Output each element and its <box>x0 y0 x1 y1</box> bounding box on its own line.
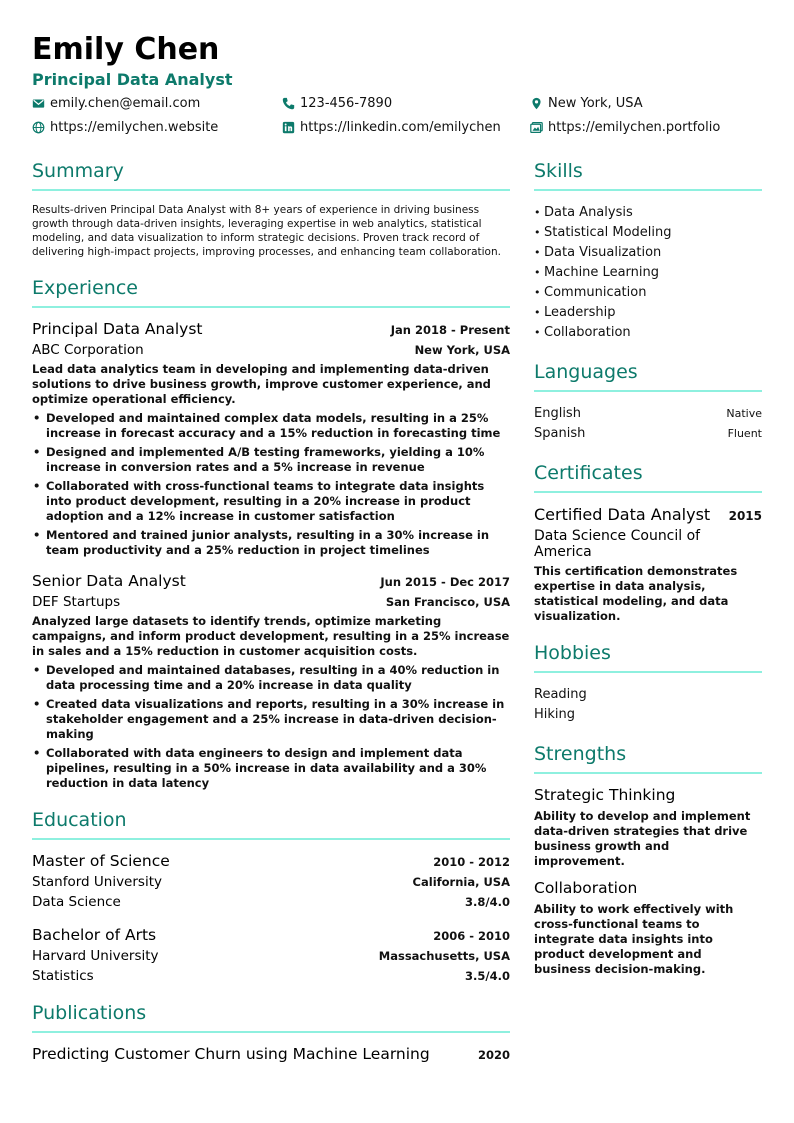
list-item: • Developed and maintained complex data models, resulting in a 25% increase in forecast accuracy and a 15% reduction in forecasting time <box>32 411 510 441</box>
contact-linkedin[interactable] <box>282 120 501 135</box>
language-name: Spanish <box>534 426 586 441</box>
skills-section <box>534 160 762 343</box>
list-item: • Created data visualizations and reports, resulting in a 30% increase in stakeholder engagement and a 25% increase in data-driven decision-making <box>32 697 510 742</box>
list-item: • Mentored and trained junior analysts, resulting in a 30% increase in team productivity and a 25% reduction in project timelines <box>32 528 510 558</box>
certificate-description: This certification demonstrates expertise in data analysis, statistical modeling, and data visualization. <box>534 564 738 623</box>
certificate-entry <box>534 505 762 524</box>
job-description: Analyzed large datasets to identify trends, optimize marketing campaigns, and inform product development, resulting in a 25% increase in sales and a 15% reduction in customer acquisition costs. <box>32 614 510 658</box>
gpa: 3.5/4.0 <box>465 969 510 983</box>
portfolio-text: https://emilychen.portfolio <box>548 120 721 135</box>
job-entry <box>32 320 510 558</box>
skill-item: • Collaboration <box>534 323 762 343</box>
job-location: New York, USA <box>414 343 510 357</box>
certificate-name: Certified Data Analyst <box>534 505 711 524</box>
globe-icon <box>32 121 45 134</box>
certificate-year: 2015 <box>728 509 762 523</box>
list-item: • Developed and maintained databases, resulting in a 40% reduction in data processing time and a 20% increase in data quality <box>32 663 510 693</box>
gpa: 3.8/4.0 <box>465 895 510 909</box>
summary-text: Results-driven Principal Data Analyst with 8+ years of experience in driving business growth through data-driven insights, leveraging expertise in web analytics, statistical modeling, and data visualization to inform strategic decisions. Proven track record of delivering high-impact projects, improving processes, and enhancing team collaboration. <box>32 204 501 258</box>
skills-heading: Skills <box>534 160 762 191</box>
strengths-heading: Strengths <box>534 743 762 774</box>
hobby-item: Reading <box>534 687 587 702</box>
job-entry <box>32 572 510 791</box>
skill-item: • Leadership <box>534 303 762 323</box>
publications-section <box>32 1002 510 1063</box>
right-column <box>534 160 762 995</box>
strengths-section <box>534 743 762 977</box>
job-description: Lead data analytics team in developing and implementing data-driven solutions to drive business growth, improve customer experience, and optimize operational efficiency. <box>32 362 491 406</box>
skill-item: • Statistical Modeling <box>534 223 762 243</box>
skill-item: • Communication <box>534 283 762 303</box>
list-item: • Collaborated with data engineers to design and implement data pipelines, resulting in a 50% increase in data availability and a 30% reduction in data latency <box>32 746 510 791</box>
languages-heading: Languages <box>534 361 762 392</box>
certificates-section <box>534 462 762 624</box>
skill-item: • Data Visualization <box>534 243 762 263</box>
language-entry <box>534 404 762 424</box>
hobby-item: Hiking <box>534 707 576 722</box>
summary-section <box>32 160 510 259</box>
education-section <box>32 809 510 984</box>
publication-year: 2020 <box>477 1048 510 1062</box>
publication-title: Predicting Customer Churn using Machine Learning <box>32 1045 430 1063</box>
strength-description: Ability to develop and implement data-driven strategies that drive business growth and improvement. <box>534 809 751 868</box>
contact-location <box>530 96 643 111</box>
school-name: Stanford University <box>32 874 162 890</box>
school-name: Harvard University <box>32 948 159 964</box>
experience-section <box>32 277 510 791</box>
job-title: Senior Data Analyst <box>32 572 186 590</box>
contact-email[interactable] <box>32 96 200 111</box>
job-bullets <box>32 411 510 558</box>
job-date: Jan 2018 - Present <box>390 323 510 337</box>
location-text: New York, USA <box>548 96 643 111</box>
linkedin-text: https://linkedin.com/emilychen <box>300 120 501 135</box>
hobbies-section <box>534 642 762 725</box>
degree-years: 2006 - 2010 <box>433 929 510 943</box>
publication-entry <box>32 1045 510 1063</box>
language-level: Fluent <box>727 427 762 440</box>
list-item: • Collaborated with cross-functional teams to integrate data insights into product development, resulting in a 20% increase in product adoption and a 12% increase in customer satisfaction <box>32 479 510 524</box>
field-of-study: Statistics <box>32 968 94 984</box>
contact-website[interactable] <box>32 120 218 135</box>
degree-name: Bachelor of Arts <box>32 926 157 944</box>
strength-name: Strategic Thinking <box>534 786 676 804</box>
skill-item: • Machine Learning <box>534 263 762 283</box>
field-of-study: Data Science <box>32 894 121 910</box>
strength-name: Collaboration <box>534 879 638 897</box>
location-pin-icon <box>530 97 543 110</box>
strength-entry <box>534 786 762 869</box>
website-text: https://emilychen.website <box>50 120 219 135</box>
language-entry <box>534 424 762 444</box>
language-name: English <box>534 406 581 421</box>
strength-entry <box>534 879 762 977</box>
left-column <box>32 160 510 1081</box>
candidate-name: Emily Chen <box>32 32 220 67</box>
hobbies-heading: Hobbies <box>534 642 762 673</box>
email-text: emily.chen@email.com <box>50 96 201 111</box>
job-company: ABC Corporation <box>32 342 144 358</box>
education-heading: Education <box>32 809 510 840</box>
school-location: Massachusetts, USA <box>378 949 510 963</box>
portfolio-icon <box>530 121 543 134</box>
language-level: Native <box>726 407 762 420</box>
skill-item: • Data Analysis <box>534 203 762 223</box>
contact-phone[interactable] <box>282 96 392 111</box>
education-entry <box>32 926 510 984</box>
experience-heading: Experience <box>32 277 510 308</box>
job-date: Jun 2015 - Dec 2017 <box>380 575 510 589</box>
phone-text: 123-456-7890 <box>300 96 393 111</box>
summary-heading: Summary <box>32 160 510 191</box>
degree-name: Master of Science <box>32 852 170 870</box>
degree-years: 2010 - 2012 <box>433 855 510 869</box>
school-location: California, USA <box>412 875 510 889</box>
job-location: San Francisco, USA <box>385 595 510 609</box>
certificate-org: Data Science Council of America <box>534 528 701 560</box>
education-entry <box>32 852 510 910</box>
job-company: DEF Startups <box>32 594 121 610</box>
job-title: Principal Data Analyst <box>32 320 203 338</box>
list-item: • Designed and implemented A/B testing frameworks, yielding a 10% increase in conversion rates and a 5% increase in revenue <box>32 445 510 475</box>
candidate-role: Principal Data Analyst <box>32 70 233 89</box>
strength-description: Ability to work effectively with cross-functional teams to integrate data insights into product development and business decision-making. <box>534 902 734 976</box>
contact-portfolio[interactable] <box>530 120 720 135</box>
job-bullets <box>32 663 510 791</box>
linkedin-icon <box>282 121 295 134</box>
phone-icon <box>282 97 295 110</box>
email-icon <box>32 97 45 110</box>
publications-heading: Publications <box>32 1002 510 1033</box>
languages-section <box>534 361 762 444</box>
certificates-heading: Certificates <box>534 462 762 493</box>
skills-list <box>534 203 762 343</box>
